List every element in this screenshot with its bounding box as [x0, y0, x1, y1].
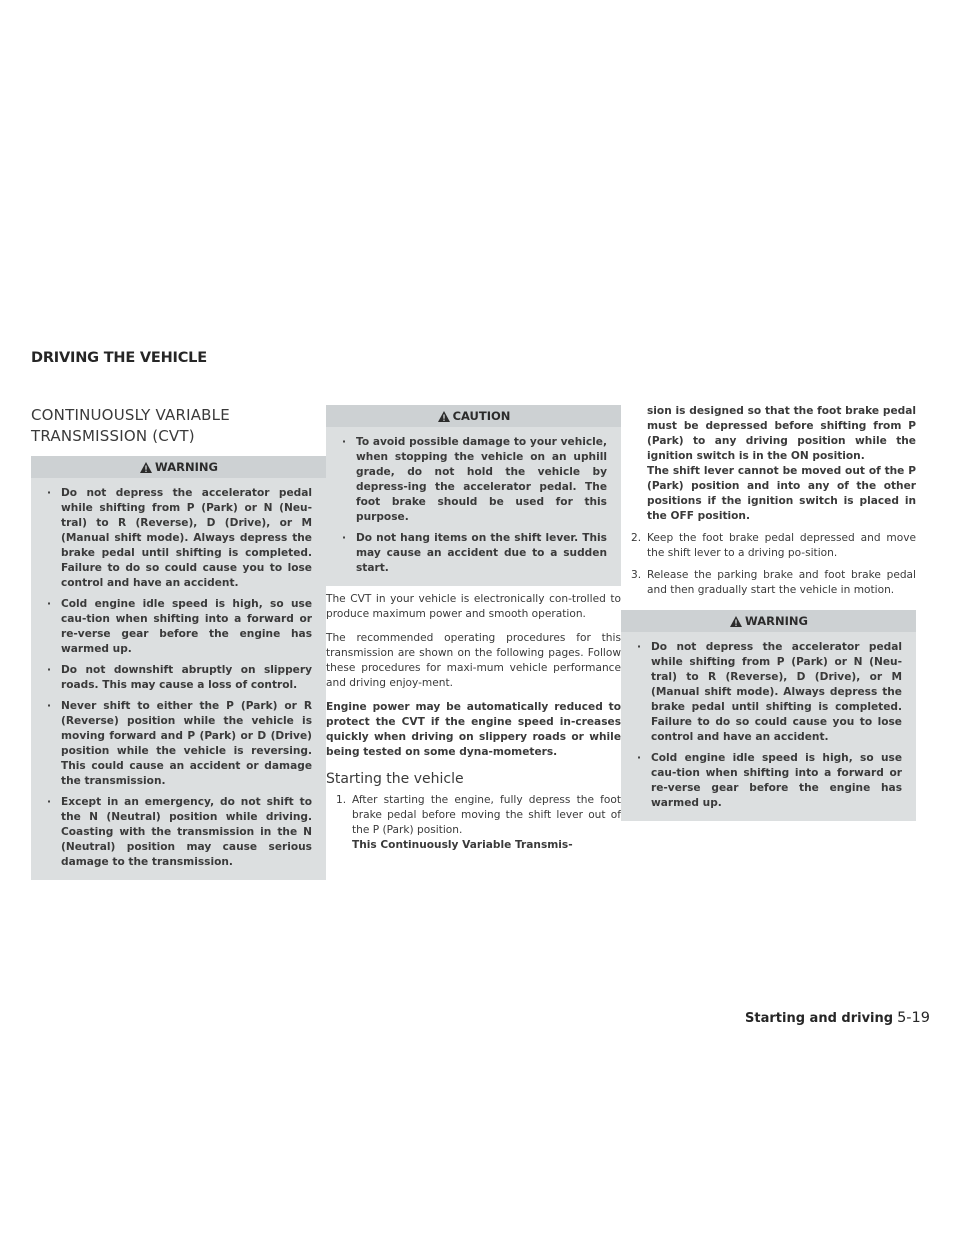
- warning-box-2: [621, 610, 916, 821]
- step-number: 3.: [631, 569, 642, 581]
- step-text: Release the parking brake and foot brake pedal and then gradually start the vehicle in motion.: [647, 569, 916, 596]
- bullet-dot: ·: [47, 598, 52, 610]
- warning-box-header: [31, 456, 326, 478]
- step-1-continued: sion is designed so that the foot brake pedal must be depressed before shifting from P (Park) to any driving position while the ignition switch is in the ON position. The shift lever cannot be moved out of the P (Park) position and into any of the other positions if the ignition switch is placed in the OFF position.: [647, 405, 916, 522]
- warning-list-2: [621, 632, 916, 811]
- warning-triangle-icon: [139, 461, 153, 474]
- body-paragraph-bold: Engine power may be automatically reduced to protect the CVT if the engine speed in-creases quickly when driving on slippery roads or while being tested on some dyna-mometers.: [326, 701, 621, 758]
- list-item: · Do not downshift abruptly on slippery roads. This may cause a loss of control.: [47, 664, 312, 691]
- step-2: [621, 531, 916, 561]
- page-number: 5-19: [897, 1010, 930, 1026]
- column-1: [31, 405, 326, 886]
- bullet-dot: ·: [47, 796, 52, 808]
- step-text: Keep the foot brake pedal depressed and move the shift lever to a driving po-sition.: [647, 532, 916, 559]
- warning-list-1: [31, 478, 326, 870]
- caution-label: CAUTION: [452, 409, 511, 423]
- body-paragraph: The CVT in your vehicle is electronically con-trolled to produce maximum power and smooth operation.: [326, 593, 621, 620]
- warning-label: WARNING: [155, 460, 218, 474]
- bullet-dot: ·: [637, 641, 642, 653]
- list-item: · Cold engine idle speed is high, so use cau-tion when shifting into a forward or re-verse gear before the engine has warmed up.: [47, 598, 312, 655]
- step-1: [326, 793, 621, 853]
- caution-list: [326, 427, 621, 576]
- step-number: 1.: [336, 794, 347, 806]
- list-item: · Cold engine idle speed is high, so use cau-tion when shifting into a forward or re-verse gear before the engine has warmed up.: [637, 752, 902, 809]
- section-header: DRIVING THE VEHICLE: [31, 350, 207, 366]
- warning-triangle-icon: [729, 615, 743, 628]
- list-item: · Do not depress the accelerator pedal while shifting from P (Park) or N (Neu-tral) to R (Reverse), D (Drive), or M (Manual shift mode). Always depress the brake pedal until shifting is completed. Failure to do so could cause you to lose control and have an accident.: [47, 487, 312, 589]
- page-footer: [745, 1010, 930, 1026]
- column-3: [621, 404, 916, 827]
- bullet-dot: ·: [47, 487, 52, 499]
- warning-box-1: [31, 456, 326, 880]
- step-text: After starting the engine, fully depress the foot brake pedal before moving the shift lever out of the P (Park) position.: [352, 794, 621, 836]
- title-line-1: CONTINUOUSLY VARIABLE: [31, 406, 230, 424]
- list-item: · Do not hang items on the shift lever. This may cause an accident due to a sudden start.: [342, 532, 607, 574]
- footer-section: Starting and driving: [745, 1011, 894, 1026]
- bullet-dot: ·: [47, 700, 52, 712]
- warning-label: WARNING: [745, 614, 808, 628]
- subheading: Starting the vehicle: [326, 771, 464, 787]
- step-number: 2.: [631, 532, 642, 544]
- step-text-bold: This Continuously Variable Transmis-: [352, 839, 573, 851]
- list-item: · To avoid possible damage to your vehicle, when stopping the vehicle on an uphill grade, do not hold the vehicle by depress-ing the accelerator pedal. The foot brake should be used for this purpose.: [342, 436, 607, 523]
- page-title: [31, 405, 326, 447]
- bullet-dot: ·: [342, 532, 347, 544]
- column-2: [326, 405, 621, 860]
- bullet-dot: ·: [637, 752, 642, 764]
- caution-box: [326, 405, 621, 586]
- list-item: · Except in an emergency, do not shift to the N (Neutral) position while driving. Coasting with the transmission in the N (Neutral) position may cause serious damage to the transmission.: [47, 796, 312, 868]
- list-item: · Do not depress the accelerator pedal while shifting from P (Park) or N (Neu-tral) to R (Reverse), D (Drive), or M (Manual shift mode). Always depress the brake pedal until shifting is completed. Failure to do so could cause you to lose control and have an accident.: [637, 641, 902, 743]
- list-item: · Never shift to either the P (Park) or R (Reverse) position while the vehicle is moving forward and P (Park) or D (Drive) position while the vehicle is reversing. This could cause an accident or damage the transmission.: [47, 700, 312, 787]
- warning-box-header: [621, 610, 916, 632]
- title-line-2: TRANSMISSION (CVT): [31, 427, 195, 445]
- bullet-dot: ·: [47, 664, 52, 676]
- warning-triangle-icon: [437, 410, 451, 423]
- step-3: [621, 568, 916, 598]
- body-paragraph: The recommended operating procedures for this transmission are shown on the following pages. Follow these procedures for maxi-mum vehicle performance and driving enjoy-ment.: [326, 632, 621, 689]
- caution-box-header: [326, 405, 621, 427]
- bullet-dot: ·: [342, 436, 347, 448]
